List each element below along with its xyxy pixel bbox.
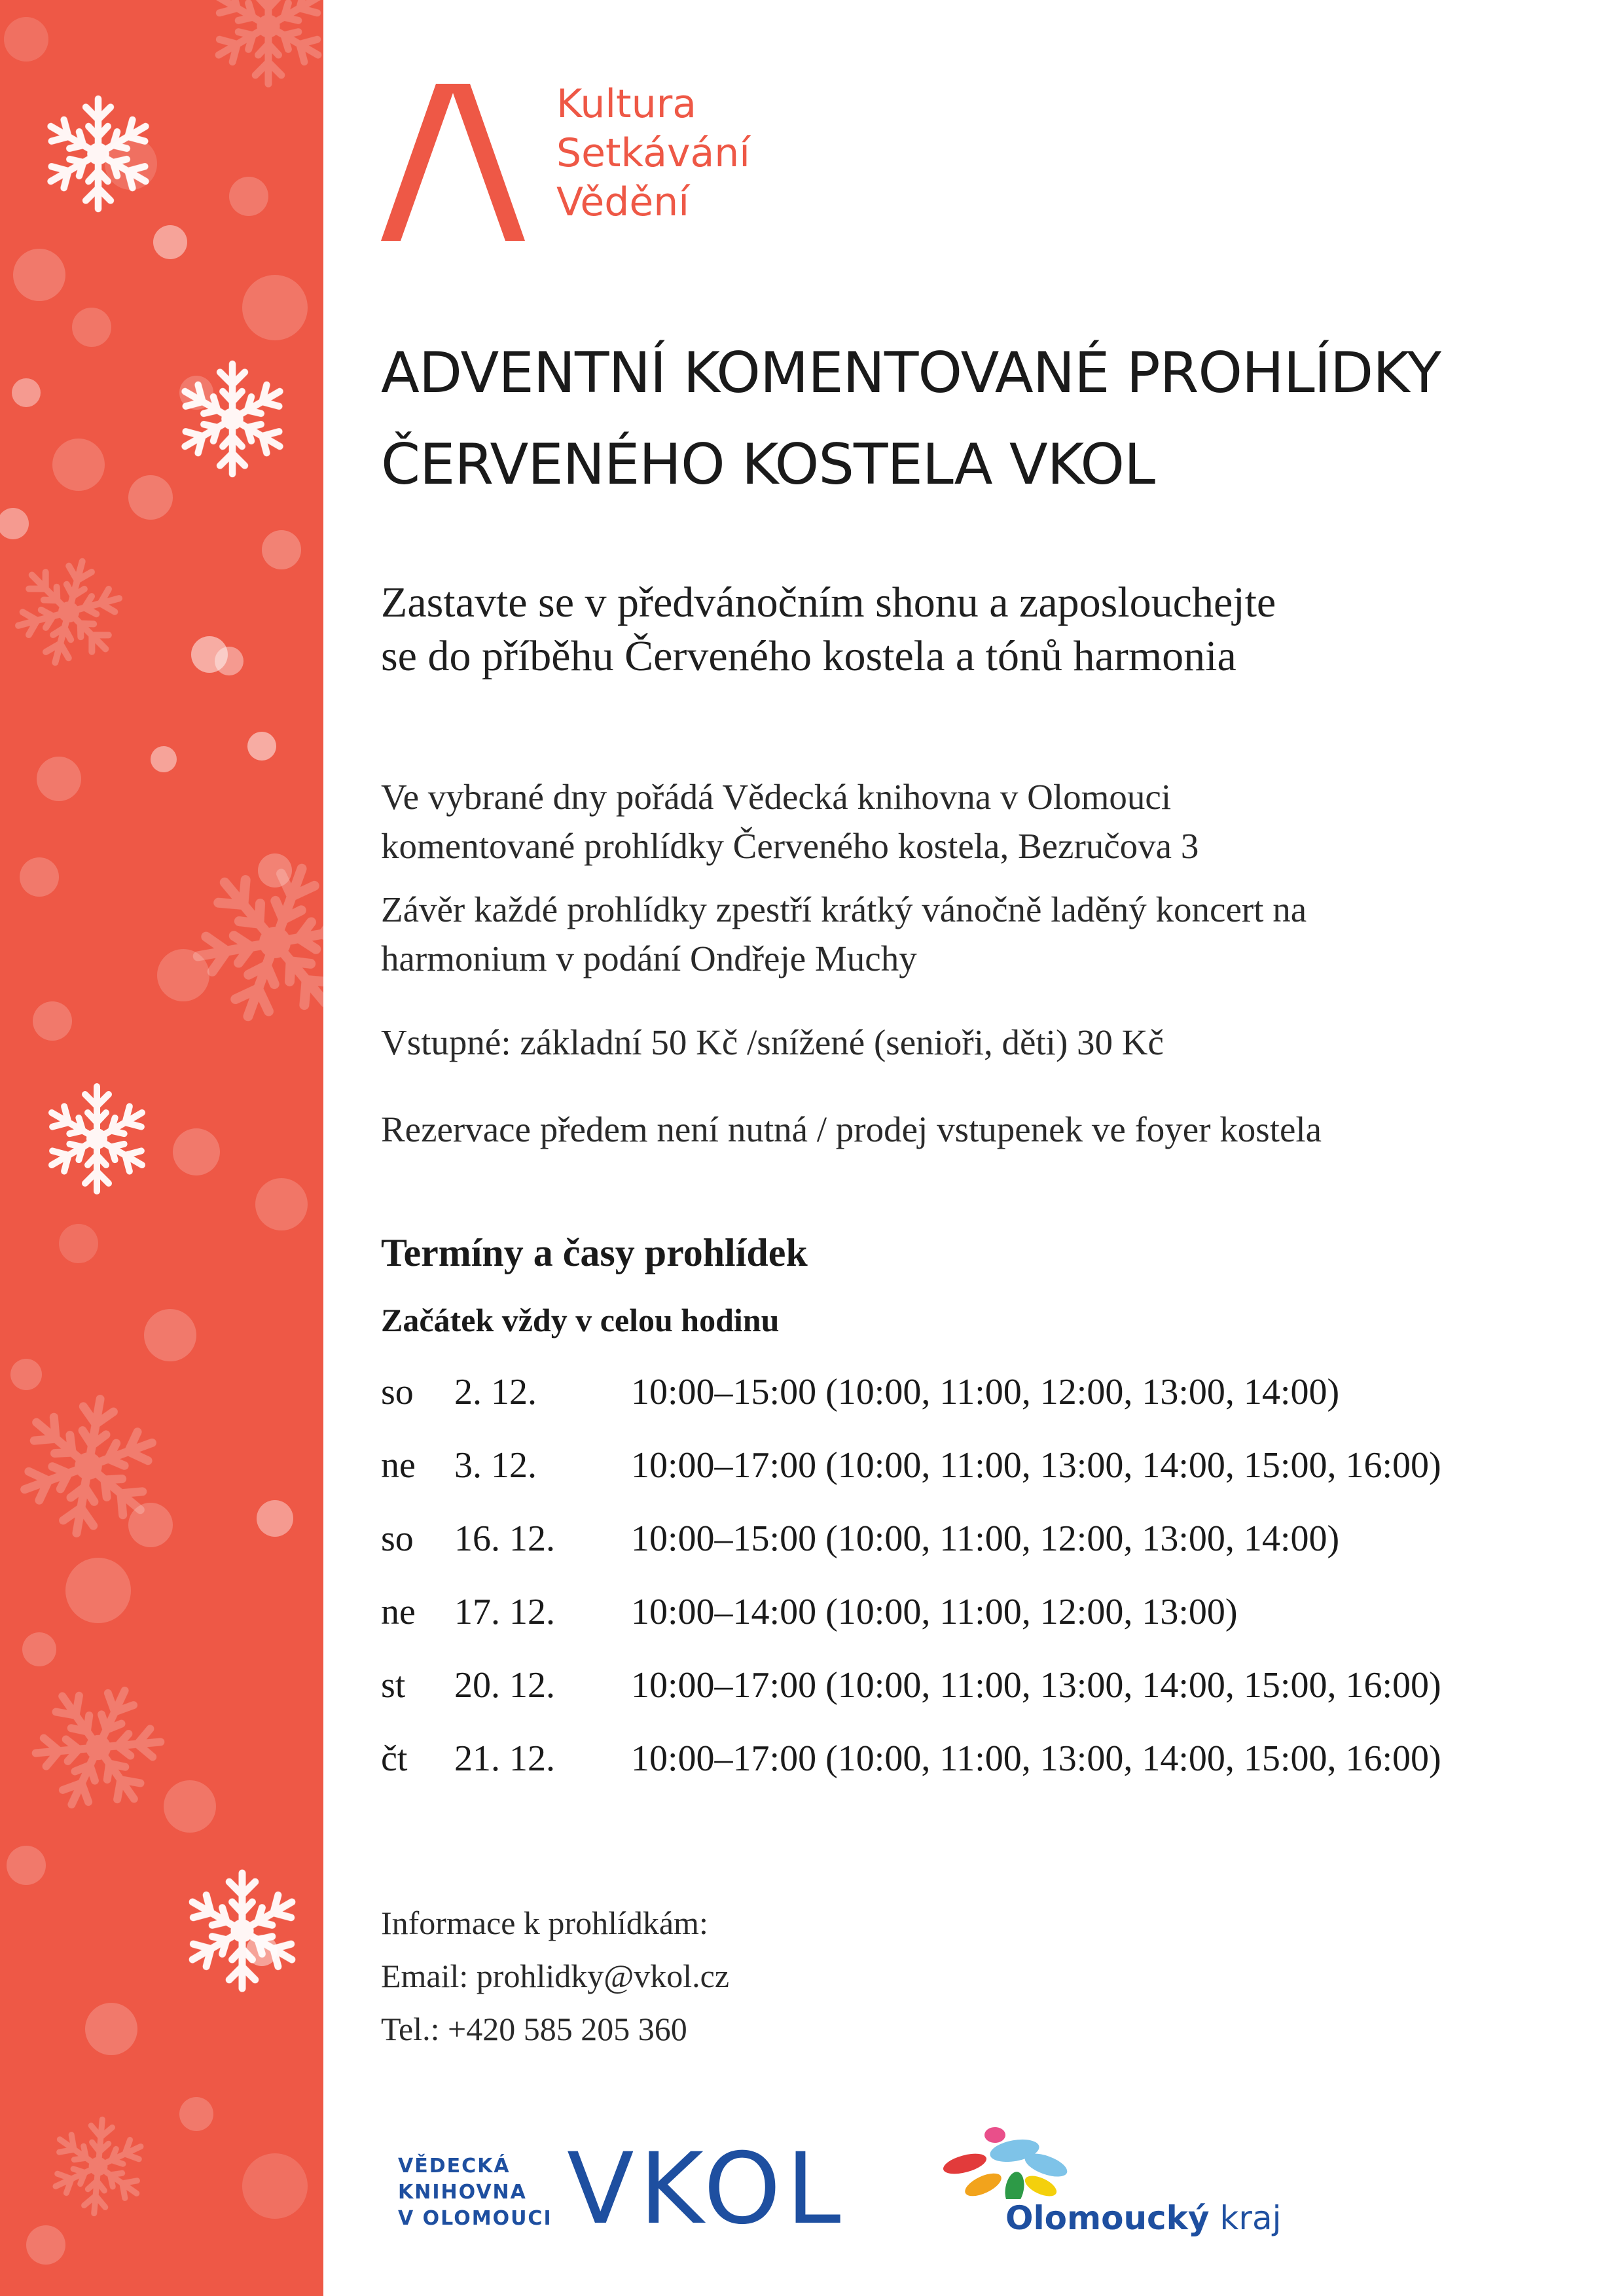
brand-logo-icon — [381, 84, 525, 241]
schedule-day: ne — [381, 1445, 416, 1486]
kraj-flower-icon — [943, 2127, 1074, 2199]
schedule-day: ne — [381, 1592, 416, 1632]
admission-text — [381, 1018, 1164, 1067]
schedule-day: so — [381, 1372, 414, 1412]
schedule-day: st — [381, 1665, 406, 1706]
title-line: ADVENTNÍ KOMENTOVANÉ PROHLÍDKY — [381, 340, 1441, 406]
schedule-heading: Termíny a časy prohlídek — [381, 1231, 808, 1274]
concert-paragraph — [381, 885, 1307, 983]
brand-tagline — [556, 80, 750, 227]
schedule-date: 2. 12. — [454, 1372, 537, 1412]
schedule-date: 20. 12. — [454, 1665, 555, 1706]
contact-info — [381, 1897, 729, 2056]
title-line: ČERVENÉHO KOSTELA VKOL — [381, 432, 1155, 497]
kraj-regular-word: kraj — [1219, 2199, 1282, 2237]
schedule-date: 17. 12. — [454, 1592, 555, 1632]
subtitle — [381, 576, 1276, 683]
brand-word: Setkávání — [556, 130, 750, 176]
vkol-caption-line: VĚDECKÁ — [398, 2155, 511, 2178]
subtitle-line: se do příběhu Červeného kostela a tónů harmonia — [381, 632, 1236, 680]
schedule-times: 10:00–17:00 (10:00, 11:00, 13:00, 14:00, 15:00, 16:00) — [631, 1738, 1441, 1779]
reservation-line: Rezervace předem není nutná / prodej vstupenek ve foyer kostela — [381, 1109, 1322, 1149]
schedule-date: 16. 12. — [454, 1518, 555, 1559]
kraj-wordmark — [1005, 2199, 1281, 2237]
vkol-logo — [398, 2132, 869, 2246]
schedule-times: 10:00–15:00 (10:00, 11:00, 12:00, 13:00, 14:00) — [631, 1518, 1340, 1559]
concert-line: Závěr každé prohlídky zpestří krátký vánočně laděný koncert na — [381, 889, 1307, 929]
schedule-day: čt — [381, 1738, 408, 1779]
info-heading: Informace k prohlídkám: — [381, 1905, 708, 1941]
concert-line: harmonium v podání Ondřeje Muchy — [381, 939, 917, 978]
vkol-logo-wordmark: VKOL — [567, 2132, 846, 2246]
vkol-logo-caption — [398, 2153, 552, 2232]
snowflake-pattern — [0, 0, 323, 2296]
reservation-text — [381, 1105, 1322, 1154]
subtitle-line: Zastavte se v předvánočním shonu a zaposlouchejte — [381, 579, 1276, 626]
schedule-day: so — [381, 1518, 414, 1559]
vkol-caption-line: V OLOMOUCI — [398, 2207, 552, 2230]
intro-line: Ve vybrané dny pořádá Vědecká knihovna v Olomouci — [381, 777, 1172, 817]
olomoucky-kraj-logo — [929, 2127, 1296, 2245]
schedule-date: 3. 12. — [454, 1445, 537, 1486]
schedule-times: 10:00–14:00 (10:00, 11:00, 12:00, 13:00) — [631, 1592, 1238, 1632]
schedule-subheading: Začátek vždy v celou hodinu — [381, 1302, 780, 1338]
page-title — [381, 327, 1441, 511]
brand-word: Vědění — [556, 179, 689, 225]
schedule-times: 10:00–17:00 (10:00, 11:00, 13:00, 14:00, 15:00, 16:00) — [631, 1445, 1441, 1486]
schedule-date: 21. 12. — [454, 1738, 555, 1779]
intro-paragraph — [381, 772, 1199, 870]
kraj-bold-word: Olomoucký — [1005, 2199, 1210, 2237]
schedule-times: 10:00–17:00 (10:00, 11:00, 13:00, 14:00, 15:00, 16:00) — [631, 1665, 1441, 1706]
intro-line: komentované prohlídky Červeného kostela, Bezručova 3 — [381, 826, 1199, 866]
admission-line: Vstupné: základní 50 Kč /snížené (senioři, děti) 30 Kč — [381, 1022, 1164, 1062]
brand-word: Kultura — [556, 81, 697, 127]
email-text[interactable]: Email: prohlidky@vkol.cz — [381, 1958, 730, 1994]
vkol-caption-line: KNIHOVNA — [398, 2181, 527, 2204]
phone-text[interactable]: Tel.: +420 585 205 360 — [381, 2011, 687, 2047]
schedule-times: 10:00–15:00 (10:00, 11:00, 12:00, 13:00, 14:00) — [631, 1372, 1340, 1412]
decorative-sidebar — [0, 0, 323, 2296]
